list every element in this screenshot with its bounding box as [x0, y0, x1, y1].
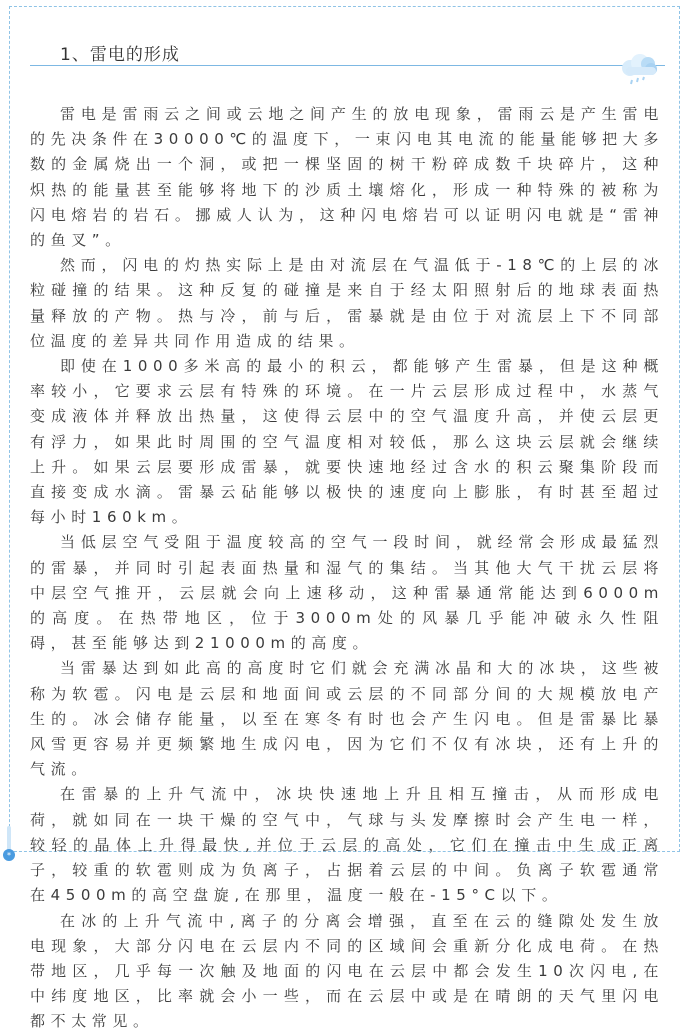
- article-body: [30, 102, 664, 1035]
- rain-cloud-icon: [618, 52, 662, 88]
- paragraph: 然而，闪电的灼热实际上是由对流层在气温低于-18℃的上层的冰粒碰撞的结果。这种反复的碰撞是来自于经太阳照射后的地球表面热量释放的产物。热与冷，前与后，雷暴就是由位于对流层上下不同部位温度的差异共同作用造成的结果。: [30, 256, 664, 350]
- thermometer-icon: [2, 826, 16, 862]
- paragraph: 当雷暴达到如此高的高度时它们就会充满冰晶和大的冰块，这些被称为软雹。闪电是云层和地面间或云层的不同部分间的大规模放电产生的。冰会储存能量，以至在寒冬有时也会产生闪电。但是雷暴比暴风雪更容易并更频繁地生成闪电，因为它们不仅有冰块，还有上升的气流。: [30, 659, 664, 779]
- paragraph: 雷电是雷雨云之间或云地之间产生的放电现象，雷雨云是产生雷电的先决条件在30000℃的温度下，一束闪电其电流的能量能够把大多数的金属烧出一个洞，或把一棵坚固的树干粉碎成数千块碎片，这种炽热的能量甚至能够将地下的沙质土壤熔化，形成一种特殊的被称为闪电熔岩的岩石。挪威人认为，这种闪电熔岩可以证明闪电就是“雷神的鱼叉”。: [30, 105, 664, 250]
- paragraph: 在雷暴的上升气流中，冰块快速地上升且相互撞击，从而形成电荷，就如同在一块干燥的空气中，气球与头发摩擦时会产生电一样，较轻的晶体上升得最快,并位于云层的高处，它们在撞击中生成正离子，较重的软雹则成为负离子，占据着云层的中间。负离子软雹通常在4500m的高空盘旋,在那里，温度一般在-15°C以下。: [30, 785, 664, 905]
- title-divider: [30, 65, 665, 66]
- section-title: 1、雷电的形成: [60, 45, 180, 65]
- paragraph: 当低层空气受阻于温度较高的空气一段时间，就经常会形成最猛烈的雷暴，并同时引起表面热量和湿气的集结。当其他大气干扰云层将中层空气推开，云层就会向上速移动，这种雷暴通常能达到6000m的高度。在热带地区，位于3000m处的风暴几乎能冲破永久性阻碍，甚至能够达到21000m的高度。: [30, 533, 664, 653]
- paragraph: 即使在1000多米高的最小的积云，都能够产生雷暴，但是这种概率较小，它要求云层有特殊的环境。在一片云层形成过程中，水蒸气变成液体并释放出热量，这使得云层中的空气温度升高，并使云层更有浮力，如果此时周围的空气温度相对较低，那么这块云层就会继续上升。如果云层要形成雷暴，就要快速地经过含水的积云聚集阶段而直接变成水滴。雷暴云砧能够以极快的速度向上膨胀，有时甚至超过每小时160km。: [30, 357, 664, 527]
- svg-text:*: *: [7, 851, 11, 860]
- paragraph: 在冰的上升气流中,离子的分离会增强，直至在云的缝隙处发生放电现象，大部分闪电在云层内不同的区域间会重新分化成电荷。在热带地区，几乎每一次触及地面的闪电在云层中都会发生10次闪电,在中纬度地区，比率就会小一些，而在云层中或是在晴朗的天气里闪电都不太常见。: [30, 911, 664, 1031]
